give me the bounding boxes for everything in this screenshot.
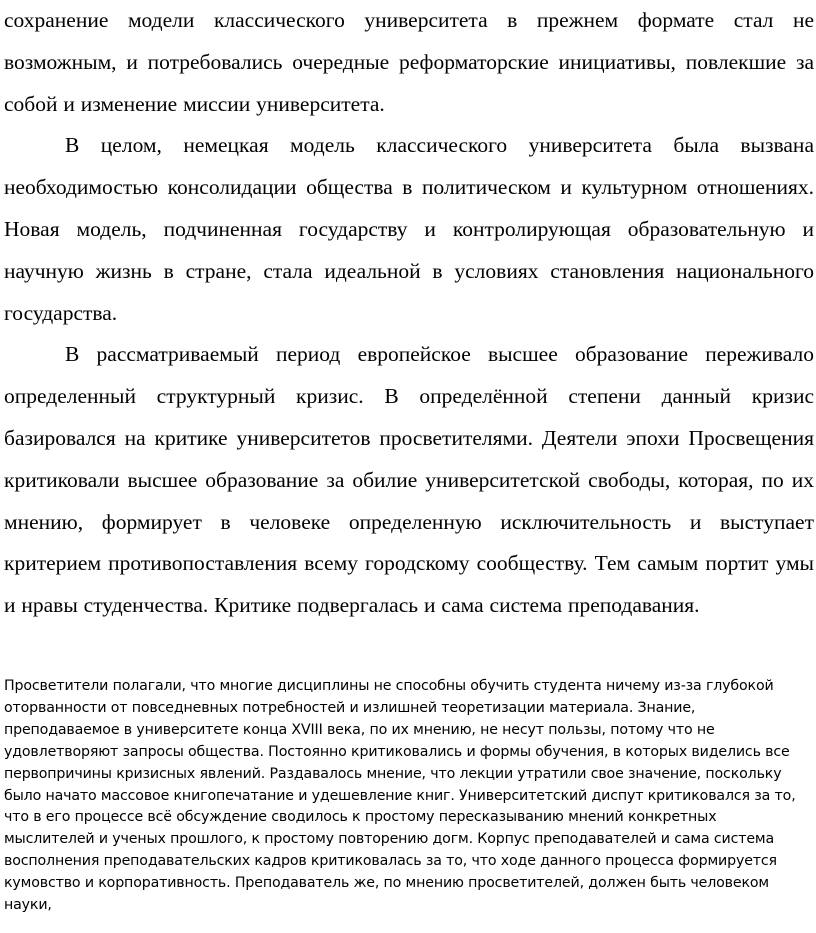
serif-text-block [4,0,814,627]
sans-text-block [4,676,804,917]
paragraph-enlighteners-critique: Просветители полагали, что многие дисциплины не способны обучить студента ничему из-за глубокой оторванности от повседневных потребностей и излишней теоретизации материала. Знание, преподаваемое в университете конца XVIII века, по их мнению, не несут пользы, потому что не удовлетворяют запросы общества. Постоянно критиковались и формы обучения, в которых виделись все первопричины кризисных явлений. Раздавалось мнение, что лекции утратили свое значение, поскольку было начато массовое книгопечатание и удешевление книг. Университетский диспут критиковался за то, что в его процессе всё обсуждение сводилось к простому пересказыванию мнений конкретных мыслителей и ученых прошлого, к простому повторению догм. Корпус преподавателей и сама система восполнения преподавательских кадров критиковалась за то, что ходе данного процесса формируется кумовство и корпоративность. Преподаватель же, по мнению просветителей, должен быть человеком науки, [4,678,796,914]
paragraph-structural-crisis: В рассматриваемый период европейское высшее образование переживало определенный структурный кризис. В определённой степени данный кризис базировался на критике университетов просветителями. Деятели эпохи Просвещения критиковали высшее образование за обилие университетской свободы, которая, по их мнению, формирует в человеке определенную исключительность и выступает критерием противопоставления всему городскому сообществу. Тем самым портит умы и нравы студенчества. Критике подвергалась и сама система преподавания. [4,342,814,618]
paragraph-german-model: В целом, немецкая модель классического университета была вызвана необходимостью консолидации общества в политическом и культурном отношениях. Новая модель, подчиненная государству и контролирующая образовательную и научную жизнь в стране, стала идеальной в условиях становления национального государства. [4,133,814,325]
paragraph-continuation: сохранение модели классического университета в прежнем формате стал не возможным, и потребовались очередные реформаторские инициативы, повлекшие за собой и изменение миссии университета. [4,8,814,116]
